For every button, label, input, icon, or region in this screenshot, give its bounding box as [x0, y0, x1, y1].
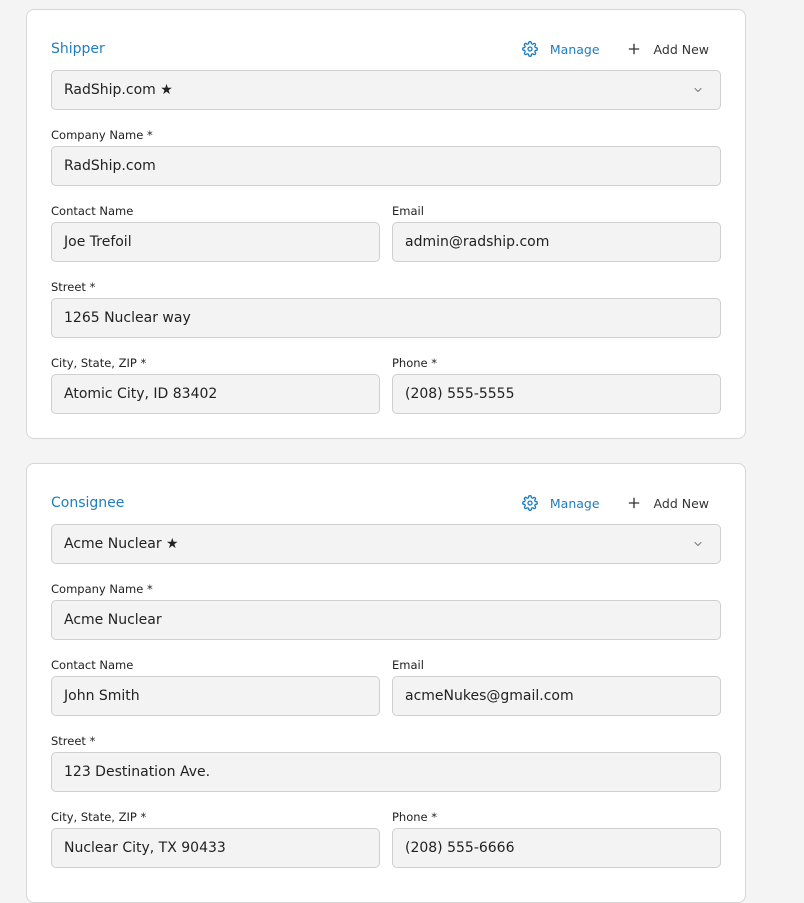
manage-button[interactable] — [522, 41, 600, 57]
company-name-input[interactable]: Acme Nuclear — [51, 600, 721, 640]
city-state-zip-input[interactable]: Atomic City, ID 83402 — [51, 374, 380, 414]
consignee-card — [26, 463, 746, 903]
contact-name-label: Contact Name — [51, 658, 134, 672]
email-input[interactable]: acmeNukes@gmail.com — [392, 676, 721, 716]
manage-label: Manage — [549, 41, 600, 57]
email-input[interactable]: admin@radship.com — [392, 222, 721, 262]
chevron-down-icon — [692, 84, 704, 96]
section-title: Consignee — [51, 495, 125, 511]
header-actions — [522, 495, 721, 511]
email-label: Email — [392, 658, 424, 672]
consignee-select[interactable] — [51, 524, 721, 564]
manage-button[interactable] — [522, 495, 600, 511]
city-state-zip-input[interactable]: Nuclear City, TX 90433 — [51, 828, 380, 868]
city-state-zip-label: City, State, ZIP * — [51, 356, 147, 370]
header-actions — [522, 41, 721, 57]
add-new-button[interactable] — [626, 495, 709, 511]
gear-icon — [522, 495, 538, 511]
street-input[interactable]: 1265 Nuclear way — [51, 298, 721, 338]
company-name-label: Company Name * — [51, 582, 153, 596]
city-state-zip-label: City, State, ZIP * — [51, 810, 147, 824]
gear-icon — [522, 41, 538, 57]
company-name-label: Company Name * — [51, 128, 153, 142]
chevron-down-icon — [692, 538, 704, 550]
contact-name-input[interactable]: John Smith — [51, 676, 380, 716]
plus-icon — [626, 41, 642, 57]
street-label: Street * — [51, 734, 96, 748]
street-label: Street * — [51, 280, 96, 294]
shipper-card — [26, 9, 746, 439]
plus-icon — [626, 495, 642, 511]
phone-label: Phone * — [392, 356, 438, 370]
street-input[interactable]: 123 Destination Ave. — [51, 752, 721, 792]
card-header — [51, 38, 721, 60]
add-new-label: Add New — [653, 41, 709, 57]
card-header — [51, 492, 721, 514]
contact-name-label: Contact Name — [51, 204, 134, 218]
shipper-select[interactable] — [51, 70, 721, 110]
phone-input[interactable]: (208) 555-6666 — [392, 828, 721, 868]
email-label: Email — [392, 204, 424, 218]
company-name-input[interactable]: RadShip.com — [51, 146, 721, 186]
add-new-label: Add New — [653, 495, 709, 511]
selected-value: Acme Nuclear ★ — [64, 536, 179, 552]
add-new-button[interactable] — [626, 41, 709, 57]
phone-label: Phone * — [392, 810, 438, 824]
section-title: Shipper — [51, 41, 105, 57]
manage-label: Manage — [549, 495, 600, 511]
selected-value: RadShip.com ★ — [64, 82, 173, 98]
contact-name-input[interactable]: Joe Trefoil — [51, 222, 380, 262]
phone-input[interactable]: (208) 555-5555 — [392, 374, 721, 414]
